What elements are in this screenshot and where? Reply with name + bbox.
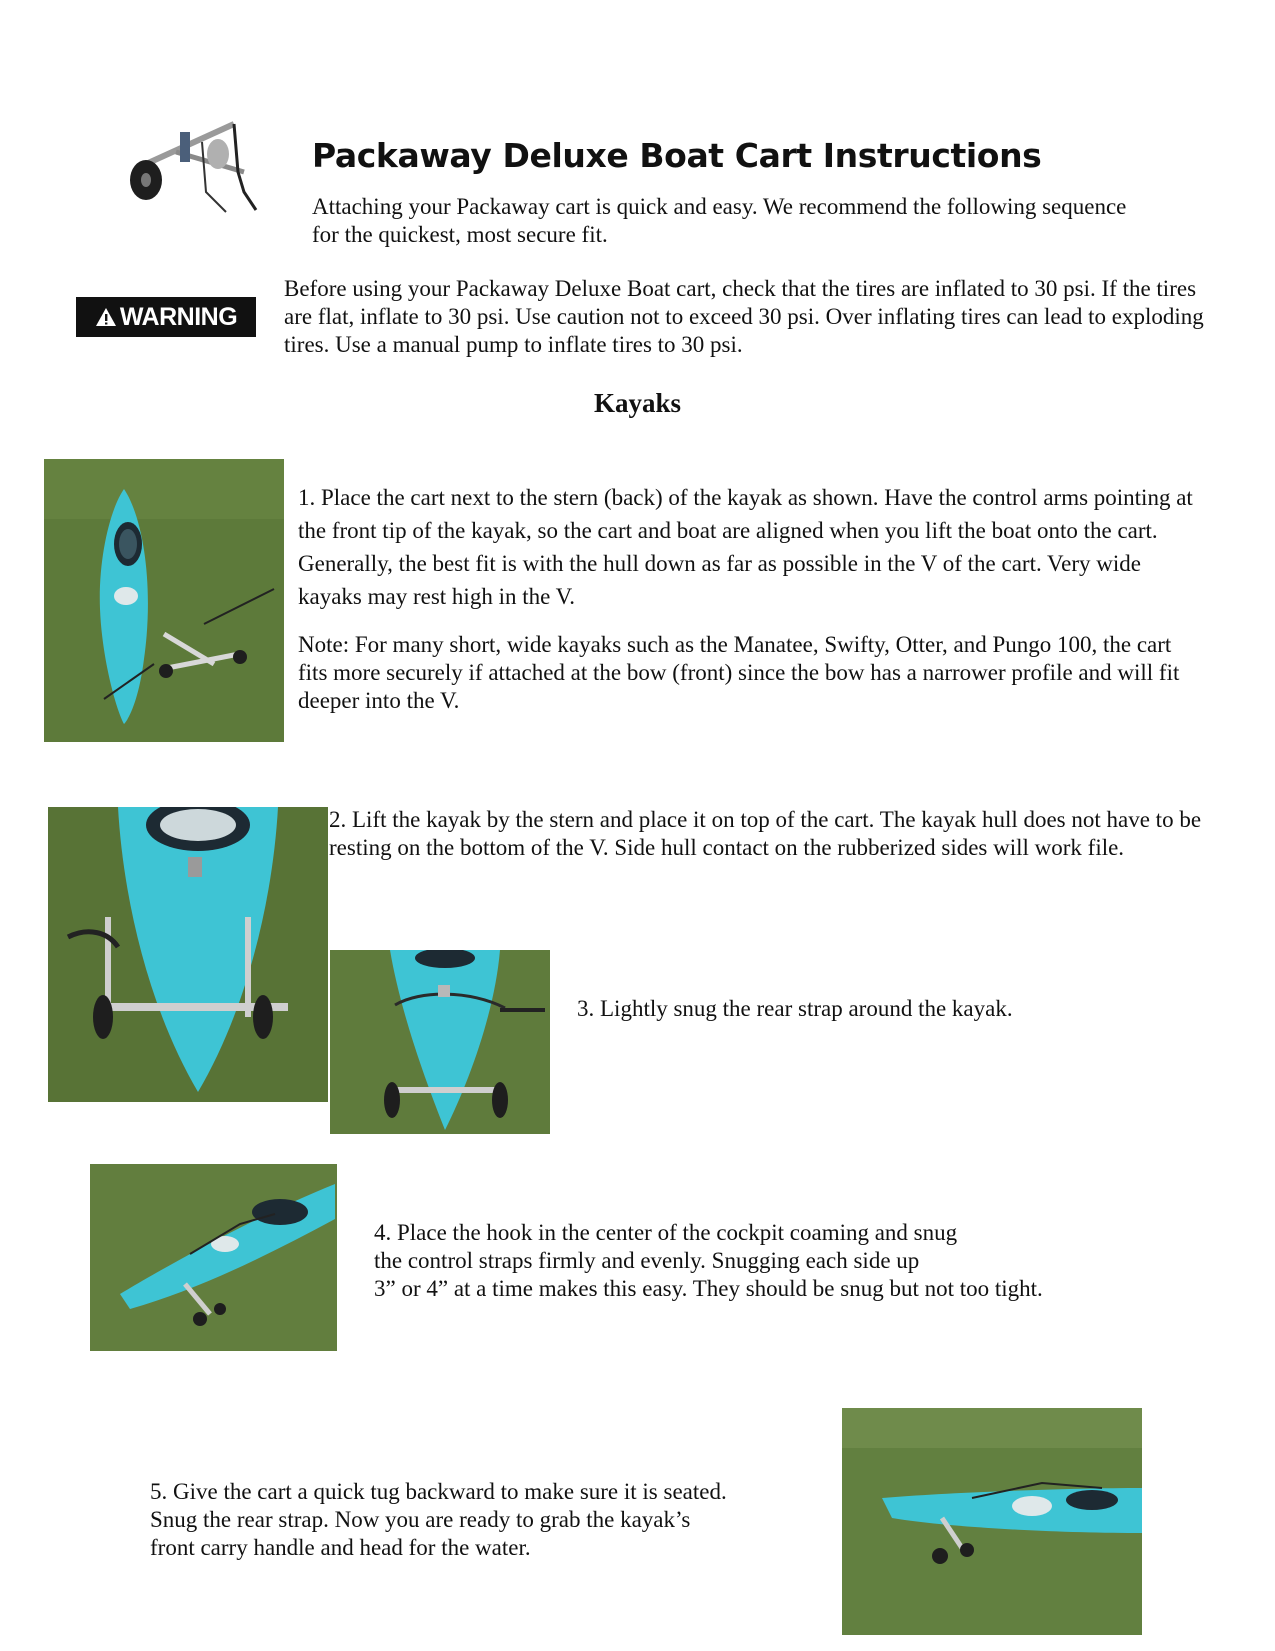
step1-photo — [44, 459, 284, 742]
step4-text-line3: 3” or 4” at a time makes this easy. They should be snug but not too tight. — [374, 1276, 1043, 1301]
step5-text-line2: Snug the rear strap. Now you are ready to grab the kayak’s — [150, 1507, 691, 1532]
page-title: Packaway Deluxe Boat Cart Instructions — [312, 136, 1042, 175]
intro-text: Attaching your Packaway cart is quick and easy. We recommend the following sequence for the quickest, most secure fit. — [312, 194, 1127, 247]
step5-photo — [842, 1408, 1142, 1635]
step5-text-line3: front carry handle and head for the water. — [150, 1535, 531, 1560]
warning-text: Before using your Packaway Deluxe Boat cart, check that the tires are inflated to 30 psi. If the tires are flat, inflate to 30 psi. Use caution not to exceed 30 psi. Over inflating tires can lead to exploding tires. Use a manual pump to inflate tires to 30 psi. — [284, 276, 1204, 357]
warning-badge — [76, 297, 256, 337]
step2-photo — [48, 807, 328, 1102]
step1-note: Note: For many short, wide kayaks such as the Manatee, Swifty, Otter, and Pungo 100, the cart fits more securely if attached at the bow (front) since the bow has a narrower profile and will fit deeper into the V. — [298, 632, 1180, 713]
step5-text-line1: 5. Give the cart a quick tug backward to make sure it is seated. — [150, 1479, 727, 1504]
warning-triangle-icon — [95, 307, 117, 327]
step3-text: 3. Lightly snug the rear strap around the kayak. — [577, 996, 1013, 1021]
step1-text: 1. Place the cart next to the stern (back) of the kayak as shown. Have the control arms pointing at the front tip of the kayak, so the cart and boat are aligned when you lift the boat onto the cart. Generally, the best fit is with the hull down as far as possible in the V of the cart. Very wide kayaks may rest high in the V. — [298, 485, 1193, 609]
step4-text-line2: the control straps firmly and evenly. Snugging each side up — [374, 1248, 920, 1273]
step2-text: 2. Lift the kayak by the stern and place it on top of the cart. The kayak hull does not have to be resting on the bottom of the V. Side hull contact on the rubberized sides will work file. — [329, 807, 1202, 860]
step4-photo — [90, 1164, 337, 1351]
step3-photo — [330, 950, 550, 1134]
section-heading: Kayaks — [593, 388, 682, 418]
step4-text-line1: 4. Place the hook in the center of the cockpit coaming and snug — [374, 1220, 958, 1245]
warning-badge-label: WARNING — [119, 302, 238, 331]
cart-product-image — [116, 112, 264, 230]
